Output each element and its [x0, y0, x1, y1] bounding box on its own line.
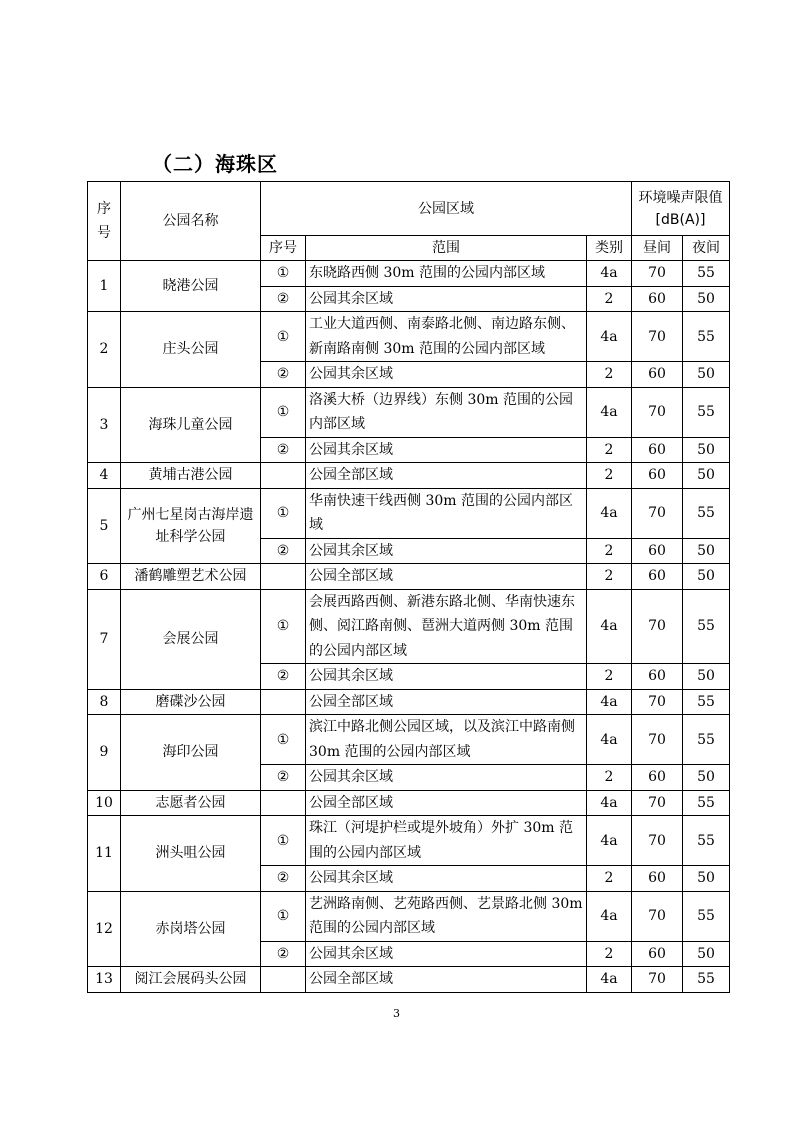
park-name-cell: 晓港公园 [121, 261, 261, 312]
table-row [88, 715, 730, 765]
sub-seq-cell: ① [261, 589, 306, 664]
sub-seq-cell: ① [261, 715, 306, 765]
header-seq: 序号 [88, 182, 121, 261]
night-limit-cell: 50 [683, 765, 730, 791]
night-limit-cell: 50 [683, 664, 730, 690]
park-seq-cell: 10 [88, 790, 121, 816]
day-limit-cell: 70 [632, 967, 683, 993]
sub-seq-cell: ① [261, 312, 306, 362]
category-cell: 2 [587, 664, 632, 690]
day-limit-cell: 70 [632, 891, 683, 941]
night-limit-cell: 55 [683, 967, 730, 993]
park-seq-cell: 13 [88, 967, 121, 993]
header-park-name: 公园名称 [121, 182, 261, 261]
day-limit-cell: 70 [632, 790, 683, 816]
day-limit-cell: 70 [632, 312, 683, 362]
night-limit-cell: 50 [683, 564, 730, 590]
table-row [88, 564, 730, 590]
park-name-cell: 黄埔古港公园 [121, 463, 261, 489]
scope-cell: 公园其余区域 [306, 765, 587, 791]
sub-seq-cell: ① [261, 488, 306, 538]
park-seq-cell: 2 [88, 312, 121, 388]
night-limit-cell: 50 [683, 362, 730, 388]
category-cell: 4a [587, 891, 632, 941]
day-limit-cell: 60 [632, 941, 683, 967]
day-limit-cell: 70 [632, 816, 683, 866]
park-name-cell: 潘鹤雕塑艺术公园 [121, 564, 261, 590]
night-limit-cell: 55 [683, 387, 730, 437]
sub-seq-cell: ① [261, 261, 306, 287]
category-cell: 4a [587, 967, 632, 993]
night-limit-cell: 55 [683, 816, 730, 866]
day-limit-cell: 70 [632, 715, 683, 765]
night-limit-cell: 55 [683, 488, 730, 538]
scope-cell: 公园其余区域 [306, 362, 587, 388]
header-sub-seq: 序号 [261, 236, 306, 261]
category-cell: 4a [587, 261, 632, 287]
night-limit-cell: 50 [683, 463, 730, 489]
park-seq-cell: 5 [88, 488, 121, 564]
scope-cell: 珠江（河堤护栏或堤外坡角）外扩 30m 范围的公园内部区域 [306, 816, 587, 866]
park-name-cell: 会展公园 [121, 589, 261, 689]
night-limit-cell: 55 [683, 261, 730, 287]
night-limit-cell: 50 [683, 866, 730, 892]
day-limit-cell: 70 [632, 689, 683, 715]
table-row [88, 463, 730, 489]
category-cell: 2 [587, 437, 632, 463]
scope-cell: 东晓路西侧 30m 范围的公园内部区域 [306, 261, 587, 287]
park-name-cell: 海印公园 [121, 715, 261, 791]
scope-cell: 华南快速干线西侧 30m 范围的公园内部区域 [306, 488, 587, 538]
night-limit-cell: 50 [683, 941, 730, 967]
category-cell: 2 [587, 463, 632, 489]
scope-cell: 艺洲路南侧、艺苑路西侧、艺景路北侧 30m 范围的公园内部区域 [306, 891, 587, 941]
park-name-cell: 洲头咀公园 [121, 816, 261, 892]
header-night: 夜间 [683, 236, 730, 261]
park-seq-cell: 6 [88, 564, 121, 590]
category-cell: 4a [587, 589, 632, 664]
scope-cell: 公园全部区域 [306, 790, 587, 816]
header-area: 公园区域 [261, 182, 632, 236]
sub-seq-cell: ② [261, 664, 306, 690]
park-seq-cell: 11 [88, 816, 121, 892]
table-row [88, 589, 730, 664]
header-day: 昼间 [632, 236, 683, 261]
park-seq-cell: 3 [88, 387, 121, 463]
category-cell: 2 [587, 866, 632, 892]
header-scope: 范围 [306, 236, 587, 261]
night-limit-cell: 50 [683, 437, 730, 463]
category-cell: 2 [587, 564, 632, 590]
night-limit-cell: 55 [683, 689, 730, 715]
sub-seq-cell: ② [261, 362, 306, 388]
park-name-cell: 广州七星岗古海岸遗址科学公园 [121, 488, 261, 564]
day-limit-cell: 70 [632, 589, 683, 664]
category-cell: 2 [587, 538, 632, 564]
night-limit-cell: 55 [683, 312, 730, 362]
section-title: （二）海珠区 [152, 152, 278, 176]
park-noise-table [87, 181, 730, 993]
table-row [88, 488, 730, 538]
category-cell: 4a [587, 689, 632, 715]
park-seq-cell: 7 [88, 589, 121, 689]
park-name-cell: 庄头公园 [121, 312, 261, 388]
day-limit-cell: 60 [632, 463, 683, 489]
day-limit-cell: 60 [632, 362, 683, 388]
table-row [88, 261, 730, 287]
category-cell: 4a [587, 387, 632, 437]
sub-seq-cell: ② [261, 866, 306, 892]
category-cell: 2 [587, 286, 632, 312]
table-row [88, 312, 730, 362]
night-limit-cell: 55 [683, 589, 730, 664]
day-limit-cell: 70 [632, 488, 683, 538]
park-name-cell: 阅江会展码头公园 [121, 967, 261, 993]
sub-seq-cell [261, 689, 306, 715]
park-name-cell: 海珠儿童公园 [121, 387, 261, 463]
scope-cell: 公园其余区域 [306, 437, 587, 463]
category-cell: 2 [587, 362, 632, 388]
sub-seq-cell: ② [261, 538, 306, 564]
day-limit-cell: 60 [632, 564, 683, 590]
category-cell: 4a [587, 488, 632, 538]
scope-cell: 公园其余区域 [306, 286, 587, 312]
sub-seq-cell [261, 564, 306, 590]
table-row [88, 387, 730, 437]
sub-seq-cell: ② [261, 437, 306, 463]
scope-cell: 公园其余区域 [306, 941, 587, 967]
scope-cell: 洛溪大桥（边界线）东侧 30m 范围的公园内部区域 [306, 387, 587, 437]
park-seq-cell: 12 [88, 891, 121, 967]
day-limit-cell: 60 [632, 866, 683, 892]
sub-seq-cell: ① [261, 387, 306, 437]
day-limit-cell: 60 [632, 437, 683, 463]
park-name-cell: 赤岗塔公园 [121, 891, 261, 967]
scope-cell: 工业大道西侧、南泰路北侧、南边路东侧、新南路南侧 30m 范围的公园内部区域 [306, 312, 587, 362]
table-row [88, 891, 730, 941]
category-cell: 4a [587, 715, 632, 765]
category-cell: 4a [587, 816, 632, 866]
day-limit-cell: 70 [632, 387, 683, 437]
sub-seq-cell: ② [261, 765, 306, 791]
scope-cell: 会展西路西侧、新港东路北侧、华南快速东侧、阅江路南侧、琶洲大道两侧 30m 范围的公园内部区域 [306, 589, 587, 664]
park-name-cell: 磨碟沙公园 [121, 689, 261, 715]
day-limit-cell: 60 [632, 664, 683, 690]
night-limit-cell: 50 [683, 538, 730, 564]
sub-seq-cell [261, 463, 306, 489]
park-seq-cell: 8 [88, 689, 121, 715]
sub-seq-cell: ① [261, 891, 306, 941]
header-limit: 环境噪声限值[dB(A)] [632, 182, 730, 236]
header-category: 类别 [587, 236, 632, 261]
table-row [88, 967, 730, 993]
night-limit-cell: 55 [683, 790, 730, 816]
night-limit-cell: 55 [683, 891, 730, 941]
table-row [88, 790, 730, 816]
park-seq-cell: 1 [88, 261, 121, 312]
sub-seq-cell: ② [261, 286, 306, 312]
scope-cell: 公园全部区域 [306, 463, 587, 489]
category-cell: 2 [587, 765, 632, 791]
table-row [88, 689, 730, 715]
sub-seq-cell [261, 967, 306, 993]
day-limit-cell: 60 [632, 538, 683, 564]
night-limit-cell: 55 [683, 715, 730, 765]
park-seq-cell: 4 [88, 463, 121, 489]
category-cell: 2 [587, 941, 632, 967]
park-seq-cell: 9 [88, 715, 121, 791]
scope-cell: 滨江中路北侧公园区域，以及滨江中路南侧 30m 范围的公园内部区域 [306, 715, 587, 765]
day-limit-cell: 60 [632, 286, 683, 312]
park-name-cell: 志愿者公园 [121, 790, 261, 816]
sub-seq-cell: ② [261, 941, 306, 967]
scope-cell: 公园其余区域 [306, 866, 587, 892]
night-limit-cell: 50 [683, 286, 730, 312]
table-body [88, 261, 730, 993]
sub-seq-cell: ① [261, 816, 306, 866]
table-row [88, 816, 730, 866]
sub-seq-cell [261, 790, 306, 816]
scope-cell: 公园全部区域 [306, 564, 587, 590]
scope-cell: 公园全部区域 [306, 689, 587, 715]
day-limit-cell: 60 [632, 765, 683, 791]
scope-cell: 公园其余区域 [306, 664, 587, 690]
category-cell: 4a [587, 790, 632, 816]
scope-cell: 公园全部区域 [306, 967, 587, 993]
category-cell: 4a [587, 312, 632, 362]
day-limit-cell: 70 [632, 261, 683, 287]
page-number: 3 [393, 1007, 400, 1020]
scope-cell: 公园其余区域 [306, 538, 587, 564]
